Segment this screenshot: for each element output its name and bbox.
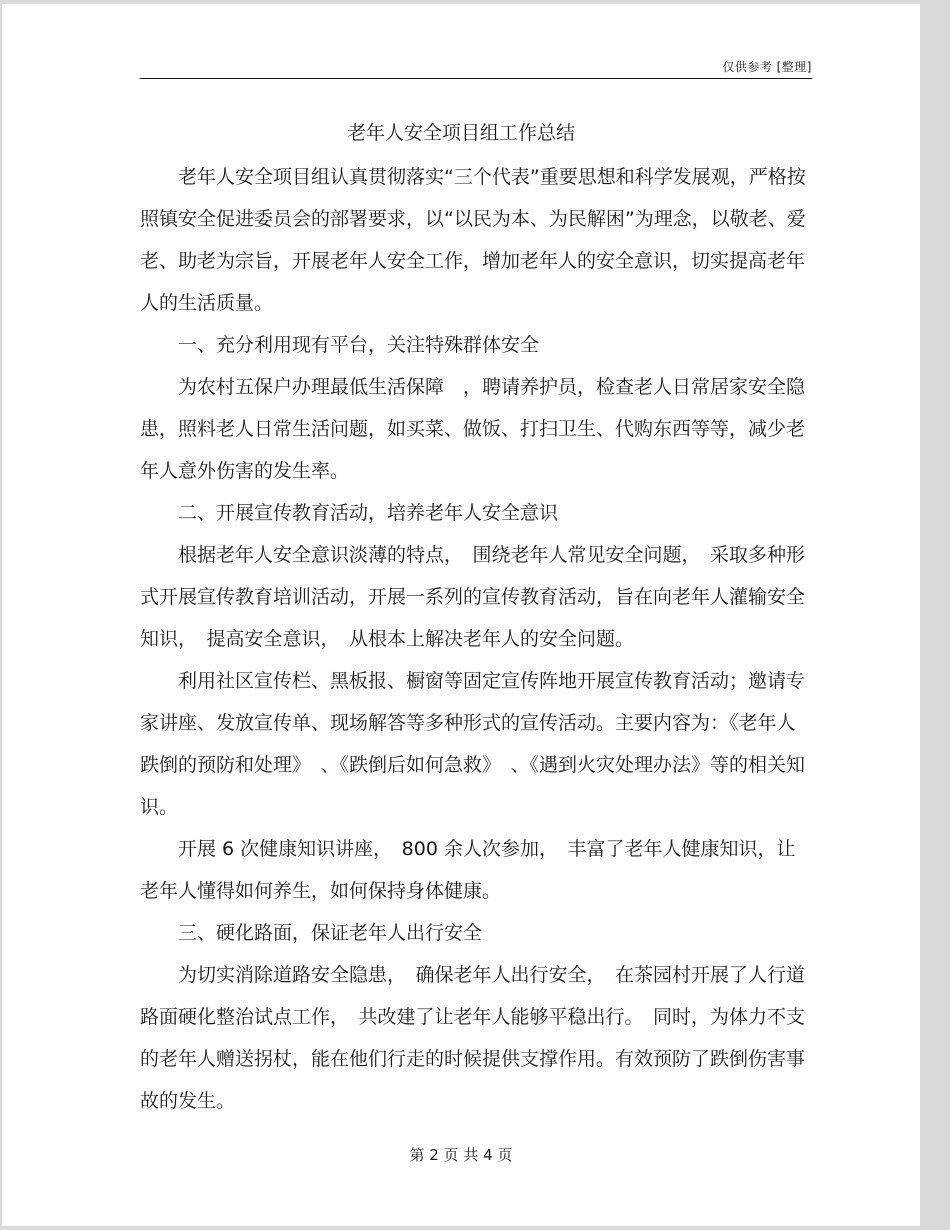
paragraph: 为农村五保户办理最低生活保障 ，聘请养护员，检查老人日常居家安全隐患，照料老人日常生活问题，如买菜、做饭、打扫卫生、代购东西等等，减少老年人意外伤害的发生率。 — [140, 376, 806, 482]
paragraph: 开展 6 次健康知识讲座， 800 余人次参加， 丰富了老年人健康知识，让老年人懂得如何养生，如何保持身体健康。 — [140, 838, 796, 902]
paragraph: 利用社区宣传栏、黑板报、橱窗等固定宣传阵地开展宣传教育活动；邀请专家讲座、发放宣传单、现场解答等多种形式的宣传活动。主要内容为：《老年人跌倒的预防和处理》 、《跌倒后如何急救》 、《遇到火灾处理办法》等的相关知识。 — [140, 670, 806, 818]
section-heading-1: 一、充分利用现有平台，关注特殊群体安全 — [178, 334, 540, 356]
paragraph: 根据老年人安全意识淡薄的特点， 围绕老年人常见安全问题， 采取多种形式开展宣传教育培训活动，开展一系列的宣传教育活动，旨在向老年人灌输安全知识， 提高安全意识， 从根本上解决老年人的安全问题。 — [140, 544, 806, 650]
header-note: 仅供参考 [整理] — [722, 60, 812, 74]
section-heading-3: 三、硬化路面，保证老年人出行安全 — [178, 922, 483, 944]
paragraph: 为切实消除道路安全隐患， 确保老年人出行安全， 在茶园村开展了人行道路面硬化整治试点工作， 共改建了让老年人能够平稳出行。 同时，为体力不支的老年人赠送拐杖，能在他们行走的时候提供支撑作用。有效预防了跌倒伤害事故的发生。 — [140, 964, 806, 1112]
document-title: 老年人安全项目组工作总结 — [346, 122, 575, 144]
document-page — [2, 4, 920, 1226]
paragraph-intro: 老年人安全项目组认真贯彻落实“三个代表”重要思想和科学发展观，严格按照镇安全促进委员会的部署要求，以“以民为本、为民解困”为理念，以敬老、爱老、助老为宗旨，开展老年人安全工作，增加老年人的安全意识，切实提高老年人的生活质量。 — [140, 166, 806, 314]
page-header — [140, 4, 812, 79]
page-footer: 第 2 页 共 4 页 — [409, 1146, 513, 1164]
document-body — [140, 156, 812, 1122]
section-heading-2: 二、开展宣传教育活动，培养老年人安全意识 — [178, 502, 559, 524]
